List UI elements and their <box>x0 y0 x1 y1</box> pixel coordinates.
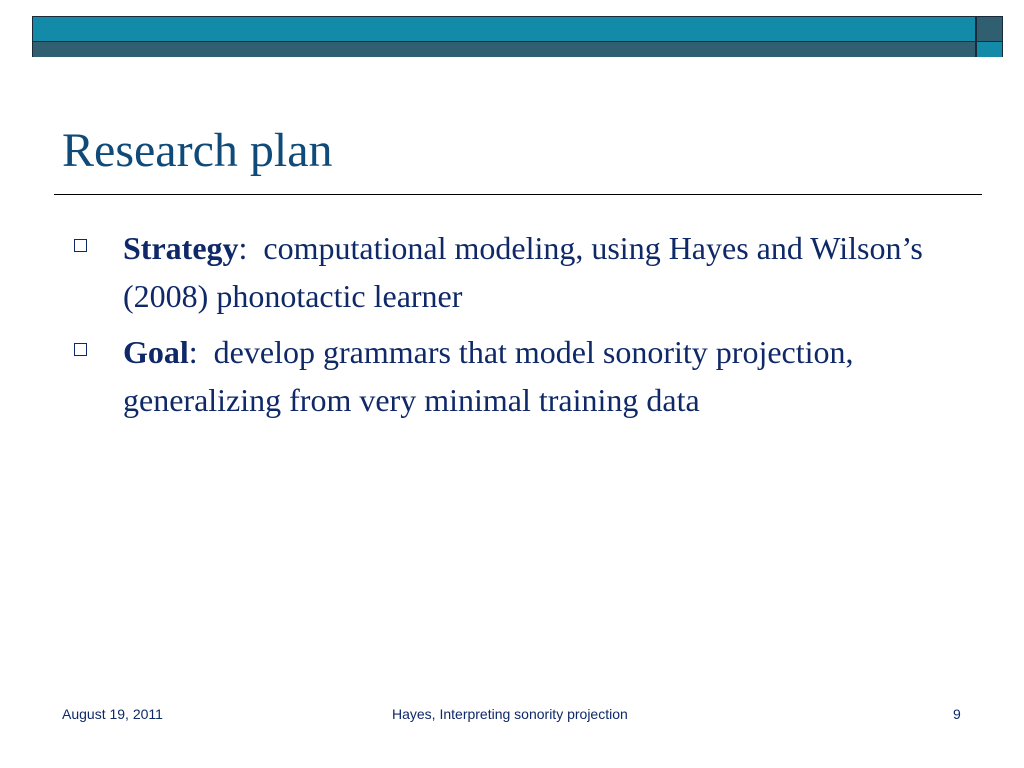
header-bar <box>32 16 976 57</box>
footer-date: August 19, 2011 <box>62 706 163 722</box>
footer-page-number: 9 <box>953 706 961 722</box>
bullet-text: computational modeling, using Hayes and Wilson’s (2008) phonotactic learner <box>123 230 923 314</box>
footer-title: Hayes, Interpreting sonority projection <box>392 706 628 722</box>
bullet-term: Strategy <box>123 230 239 266</box>
bullet-separator: : <box>238 230 264 266</box>
bullet-list <box>70 224 970 432</box>
bullet-item-goal <box>70 328 970 424</box>
header-bar-stripe <box>33 41 975 57</box>
header-corner-box-lower <box>977 41 1002 57</box>
hollow-square-bullet-icon <box>74 343 87 356</box>
bullet-text: develop grammars that model sonority projection, generalizing from very minimal training data <box>123 334 854 418</box>
bullet-term: Goal <box>123 334 189 370</box>
hollow-square-bullet-icon <box>74 239 87 252</box>
title-divider <box>54 194 982 195</box>
slide-title: Research plan <box>62 124 333 177</box>
header-corner-box <box>976 16 1003 57</box>
bullet-separator: : <box>188 334 214 370</box>
bullet-item-strategy <box>70 224 970 320</box>
